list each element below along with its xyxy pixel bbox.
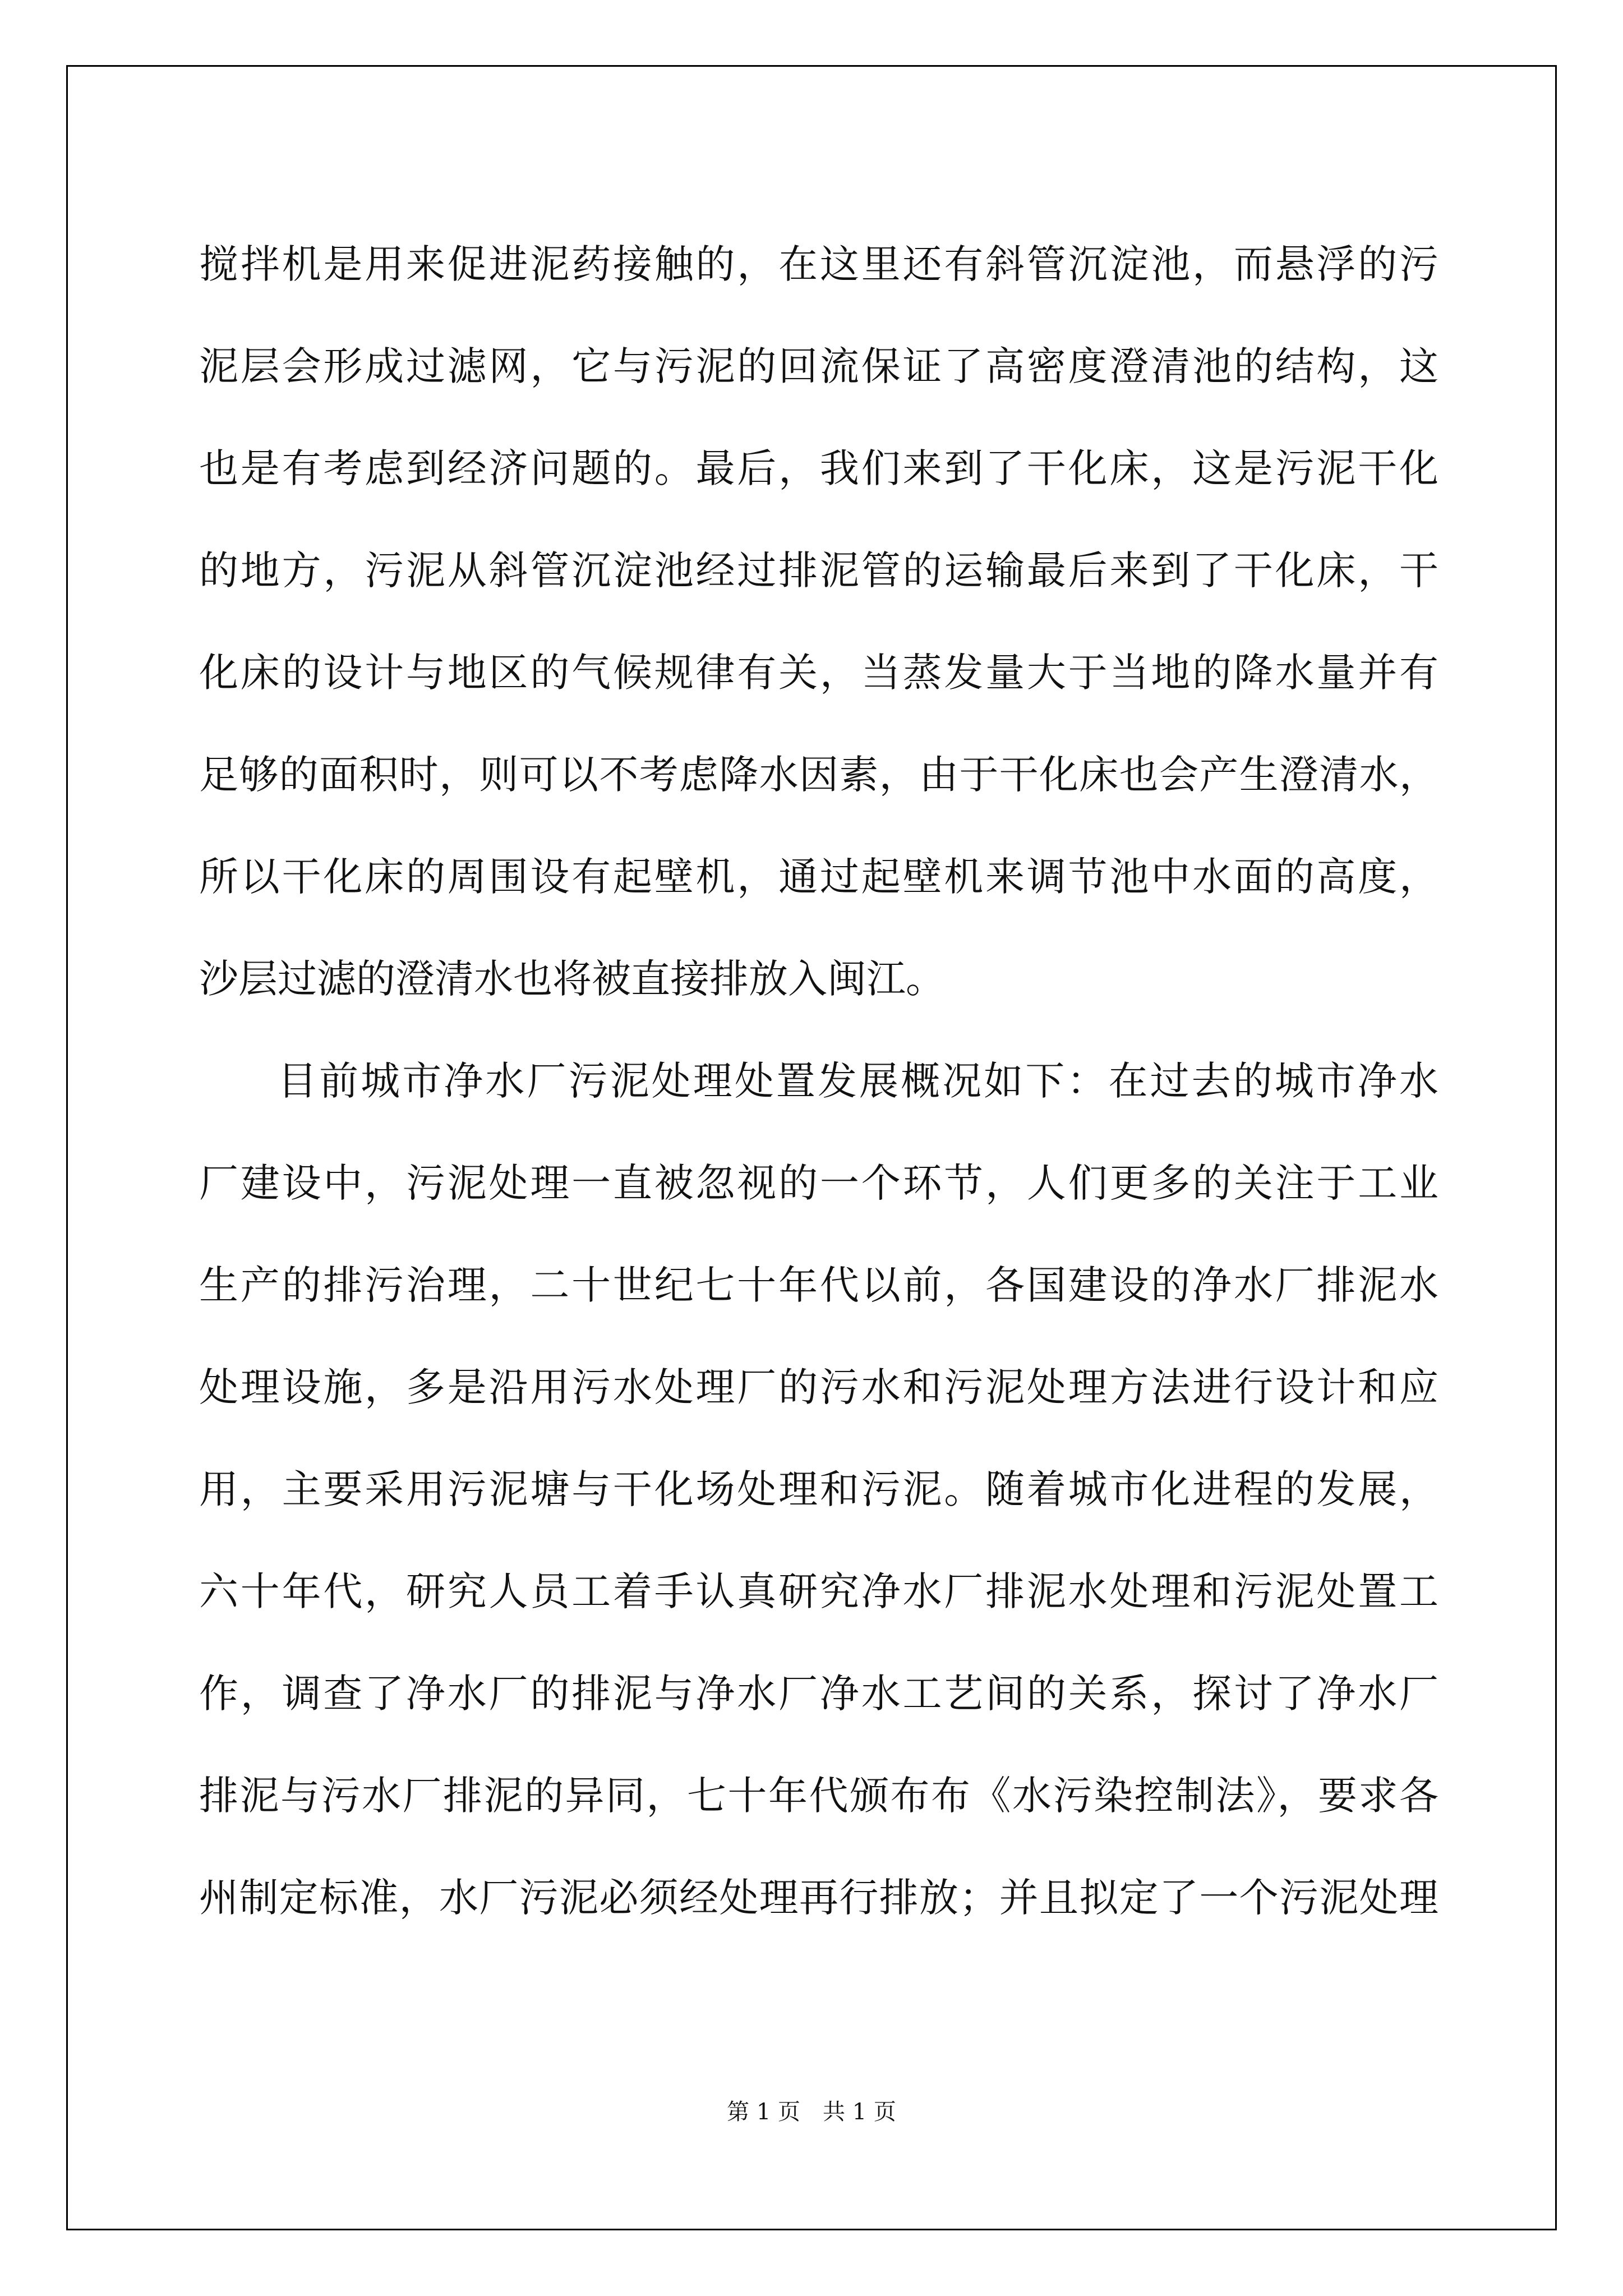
text-line: 化床的设计与地区的气候规律有关，当蒸发量大于当地的降水量并有: [199, 650, 1438, 696]
text-line: 搅拌机是用来促进泥药接触的，在这里还有斜管沉淀池，而悬浮的污: [199, 241, 1438, 287]
page-number-footer: 第 1 页 共 1 页: [727, 2099, 896, 2125]
text-line: 目前城市净水厂污泥处理处置发展概况如下：在过去的城市净水: [278, 1058, 1438, 1104]
text-line: 生产的排污治理，二十世纪七十年代以前，各国建设的净水厂排泥水: [199, 1262, 1438, 1308]
text-line: 厂建设中，污泥处理一直被忽视的一个环节，人们更多的关注于工业: [199, 1160, 1438, 1206]
text-line: 州制定标准，水厂污泥必须经处理再行排放；并且拟定了一个污泥处理: [199, 1875, 1438, 1921]
text-line: 作，调查了净水厂的排泥与净水厂净水工艺间的关系，探讨了净水厂: [199, 1671, 1438, 1717]
paragraph: [199, 213, 1438, 1030]
text-line: 也是有考虑到经济问题的。最后，我们来到了干化床，这是污泥干化: [199, 445, 1438, 491]
paragraph: [199, 1030, 1438, 1949]
text-line: 六十年代，研究人员工着手认真研究净水厂排泥水处理和污泥处置工: [199, 1568, 1438, 1614]
document-body: [199, 213, 1438, 1949]
text-line: 泥层会形成过滤网，它与污泥的回流保证了高密度澄清池的结构，这: [199, 343, 1438, 389]
text-line: 所以干化床的周围设有起壁机，通过起壁机来调节池中水面的高度，: [199, 854, 1438, 900]
text-line: 排泥与污水厂排泥的异同，七十年代颁布布《水污染控制法》，要求各: [199, 1773, 1438, 1819]
text-line: 足够的面积时，则可以不考虑降水因素，由于干化床也会产生澄清水，: [199, 752, 1438, 798]
text-line: 处理设施，多是沿用污水处理厂的污水和污泥处理方法进行设计和应: [199, 1364, 1438, 1410]
text-line: 沙层过滤的澄清水也将被直接排放入闽江。: [199, 956, 945, 1002]
text-line: 的地方，污泥从斜管沉淀池经过排泥管的运输最后来到了干化床，干: [199, 547, 1438, 593]
text-line: 用，主要采用污泥塘与干化场处理和污泥。随着城市化进程的发展，: [199, 1466, 1438, 1512]
